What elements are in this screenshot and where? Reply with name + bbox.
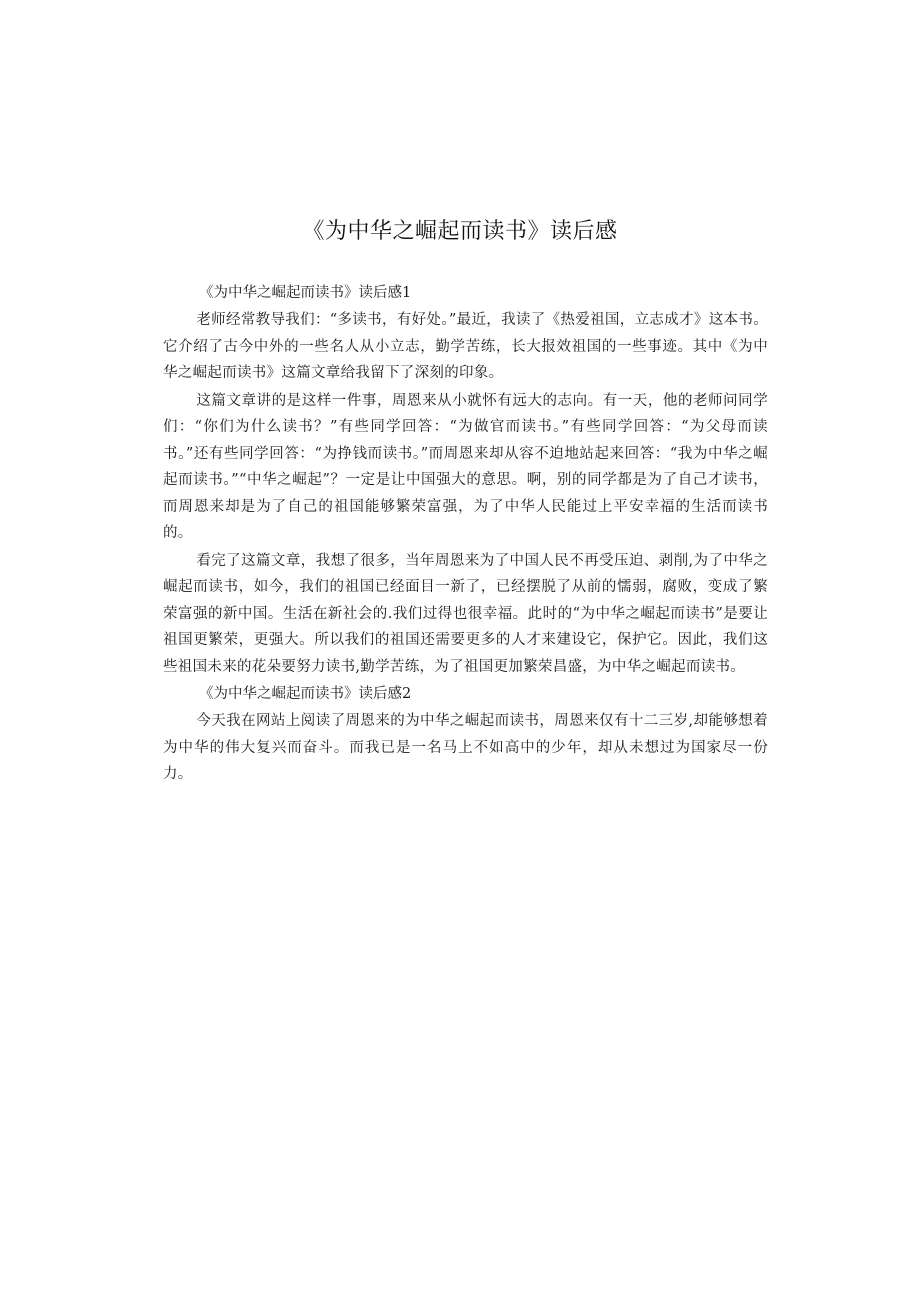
paragraph: 看完了这篇文章，我想了很多，当年周恩来为了中国人民不再受压迫、剥削,为了中华之崛起而读书，如今，我们的祖国已经面目一新了，已经摆脱了从前的懦弱，腐败，变成了繁荣富强的新中国。生活在新社会的.我们过得也很幸福。此时的“为中华之崛起而读书”是要让祖国更繁荣，更强大。所以我们的祖国还需要更多的人才来建设它，保护它。因此，我们这些祖国未来的花朵要努力读书,勤学苦练，为了祖国更加繁荣昌盛，为中华之崛起而读书。 [163,552,768,675]
paragraph: 这篇文章讲的是这样一件事，周恩来从小就怀有远大的志向。有一天，他的老师问同学们：“你们为什么读书？”有些同学回答：“为做官而读书。”有些同学回答：“为父母而读书。”还有些同学回答：“为挣钱而读书。”而周恩来却从容不迫地站起来回答：“我为中华之崛起而读书。”“中华之崛起”？一定是让中国强大的意思。啊，别的同学都是为了自己才读书，而周恩来却是为了自己的祖国能够繁荣富强，为了中华人民能过上平安幸福的生活而读书的。 [163,392,768,541]
section-heading: 《为中华之崛起而读书》读后感2 [199,686,412,702]
document-title: 《为中华之崛起而读书》读后感 [302,219,618,244]
document-body [163,280,768,789]
paragraph: 今天我在网站上阅读了周恩来的为中华之崛起而读书，周恩来仅有十二三岁,却能够想着为中华的伟大复兴而奋斗。而我已是一名马上不如高中的少年，却从未想过为国家尽一份力。 [163,713,768,782]
essay-section-1 [163,280,768,680]
paragraph: 老师经常教导我们：“多读书，有好处。”最近，我读了《热爱祖国，立志成才》这本书。它介绍了古今中外的一些名人从小立志，勤学苦练，长大报效祖国的一些事迹。其中《为中华之崛起而读书》这篇文章给我留下了深刻的印象。 [163,312,768,381]
essay-section-2 [163,681,768,788]
section-heading: 《为中华之崛起而读书》读后感1 [199,285,412,301]
